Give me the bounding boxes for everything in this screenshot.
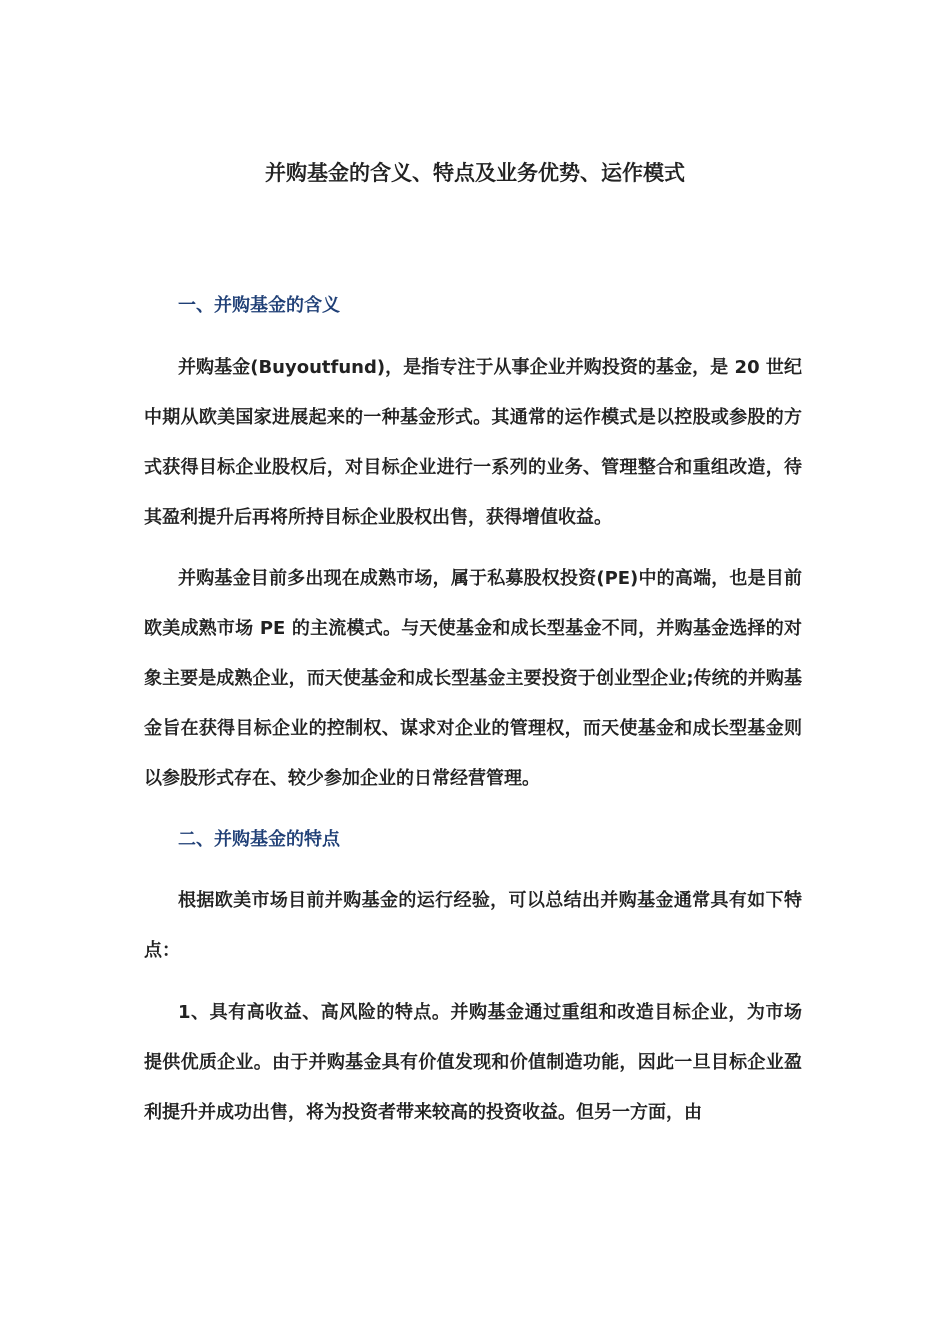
paragraph-features-intro: 根据欧美市场目前并购基金的运行经验，可以总结出并购基金通常具有如下特点： <box>144 890 802 961</box>
paragraph-meaning-definition: 并购基金(Buyoutfund)，是指专注于从事企业并购投资的基金，是 20 世纪中期从欧美国家进展起来的一种基金形式。其通常的运作模式是以控股或参股的方式获得目标企业股权后，对目标企业进行一系列的业务、管理整合和重组改造，待其盈利提升后再将所持目标企业股权出售，获得增值收益。 <box>144 357 802 528</box>
document-title: 并购基金的含义、特点及业务优势、运作模式 <box>265 161 685 185</box>
section-heading-features: 二、并购基金的特点 <box>178 829 340 850</box>
paragraph-meaning-comparison: 并购基金目前多出现在成熟市场，属于私募股权投资(PE)中的高端，也是目前欧美成熟市场 PE 的主流模式。与天使基金和成长型基金不同，并购基金选择的对象主要是成熟企业，而天使基金和成长型基金主要投资于创业型企业;传统的并购基金旨在获得目标企业的控制权、谋求对企业的管理权，而天使基金和成长型基金则以参股形式存在、较少参加企业的日常经营管理。 <box>144 568 802 789</box>
section-heading-meaning: 一、并购基金的含义 <box>178 295 340 316</box>
paragraph-feature-1: 1、具有高收益、高风险的特点。并购基金通过重组和改造目标企业，为市场提供优质企业。由于并购基金具有价值发现和价值制造功能，因此一旦目标企业盈利提升并成功出售，将为投资者带来较高的投资收益。但另一方面，由 <box>144 1002 802 1123</box>
